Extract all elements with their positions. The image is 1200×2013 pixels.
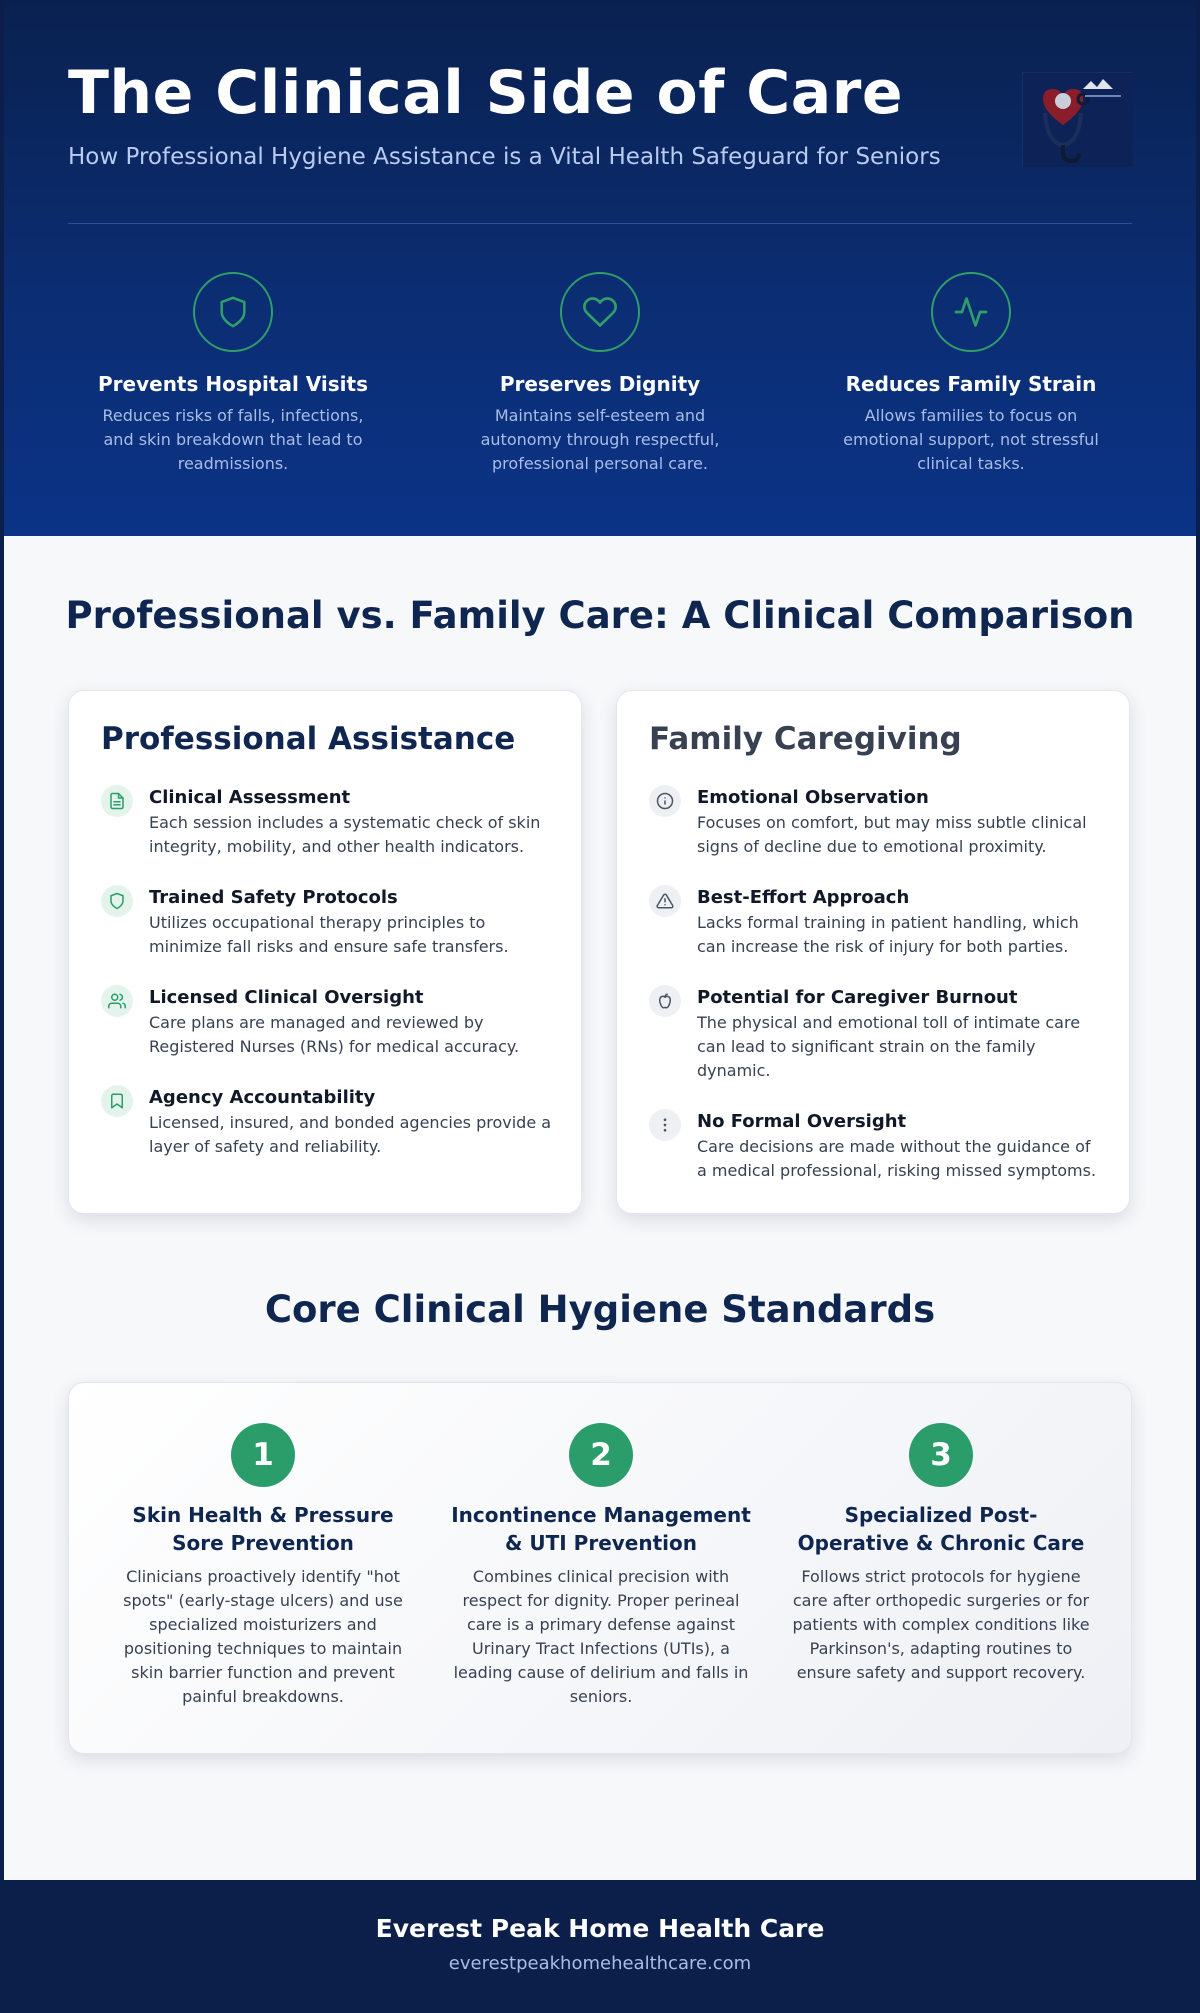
standard-text: Follows strict protocols for hygiene care after orthopedic surgeries or for patients with complex conditions like Parkinson's, adapting routines to ensure safety and support recovery. — [792, 1567, 1090, 1682]
professional-card — [68, 690, 582, 1214]
family-card — [616, 690, 1130, 1214]
step-number-badge: 2 — [569, 1423, 633, 1487]
feature-text: Reduces risks of falls, infections, and skin breakdown that lead to readmissions. — [102, 406, 364, 473]
list-item — [101, 885, 555, 959]
item-title: Potential for Caregiver Burnout — [697, 987, 1018, 1008]
family-heading: Family Caregiving — [649, 721, 962, 757]
comparison-title: Professional vs. Family Care: A Clinical Comparison — [65, 594, 1135, 637]
item-title: Clinical Assessment — [149, 787, 351, 808]
apple-icon — [649, 985, 681, 1017]
step-number-badge: 1 — [231, 1423, 295, 1487]
page-subtitle: How Professional Hygiene Assistance is a Vital Health Safeguard for Seniors — [68, 144, 941, 170]
standard-text: Clinicians proactively identify "hot spots" (early-stage ulcers) and use specialized moisturizers and positioning techniques to maintain skin barrier function and prevent painful breakdowns. — [123, 1567, 403, 1706]
item-text: Each session includes a systematic check of skin integrity, mobility, and other health indicators. — [149, 813, 541, 856]
shield-icon — [193, 272, 273, 352]
heart-icon — [560, 272, 640, 352]
list-item — [101, 1085, 555, 1159]
more-vertical-icon — [649, 1109, 681, 1141]
list-item — [649, 1109, 1103, 1183]
feature-prevents-hospital-visits — [73, 272, 393, 476]
standard-text: Combines clinical precision with respect for dignity. Proper perineal care is a primary defense against Urinary Tract Infections (UTIs), a leading cause of delirium and falls in seniors. — [453, 1567, 749, 1706]
item-title: No Formal Oversight — [697, 1111, 907, 1132]
item-text: Licensed, insured, and bonded agencies provide a layer of safety and reliability. — [149, 1113, 552, 1156]
standard-title: Specialized Post-Operative & Chronic Care — [797, 1503, 1085, 1555]
company-name: Everest Peak Home Health Care — [375, 1914, 825, 1943]
feature-title: Reduces Family Strain — [845, 372, 1097, 396]
item-text: Utilizes occupational therapy principles to minimize fall risks and ensure safe transfers. — [149, 913, 509, 956]
feature-title: Prevents Hospital Visits — [98, 372, 368, 396]
item-title: Licensed Clinical Oversight — [149, 987, 424, 1008]
standards-card — [68, 1382, 1132, 1754]
feature-title: Preserves Dignity — [499, 372, 701, 396]
list-item — [649, 785, 1103, 859]
item-text: Lacks formal training in patient handling, which can increase the risk of injury for both parties. — [697, 913, 1079, 956]
list-item — [101, 985, 555, 1059]
item-text: Care plans are managed and reviewed by Registered Nurses (RNs) for medical accuracy. — [149, 1013, 520, 1056]
item-title: Agency Accountability — [149, 1087, 376, 1108]
content-frame — [4, 0, 1196, 1880]
item-text: The physical and emotional toll of intimate care can lead to significant strain on the family dynamic. — [697, 1013, 1081, 1080]
item-title: Trained Safety Protocols — [149, 887, 398, 908]
page-title: The Clinical Side of Care — [68, 58, 904, 128]
standard-title: Incontinence Management & UTI Prevention — [451, 1503, 751, 1555]
standard-title: Skin Health & Pressure Sore Prevention — [132, 1503, 394, 1555]
hero-section — [4, 0, 1196, 536]
list-item — [101, 785, 555, 859]
company-logo — [1022, 72, 1132, 166]
document-icon — [101, 785, 133, 817]
item-title: Best-Effort Approach — [697, 887, 910, 908]
standard-skin-health — [113, 1423, 413, 1709]
hero-divider — [68, 223, 1132, 224]
users-icon — [101, 985, 133, 1017]
item-title: Emotional Observation — [697, 787, 929, 808]
info-icon — [649, 785, 681, 817]
feature-reduces-family-strain — [811, 272, 1131, 476]
item-text: Care decisions are made without the guidance of a medical professional, risking missed symptoms. — [697, 1137, 1097, 1180]
step-number-badge: 3 — [909, 1423, 973, 1487]
pulse-icon — [931, 272, 1011, 352]
footer — [0, 1880, 1200, 2013]
bookmark-icon — [101, 1085, 133, 1117]
standard-incontinence — [451, 1423, 751, 1709]
standard-post-operative — [791, 1423, 1091, 1685]
standards-title: Core Clinical Hygiene Standards — [264, 1288, 936, 1331]
item-text: Focuses on comfort, but may miss subtle clinical signs of decline due to emotional proximity. — [697, 813, 1087, 856]
list-item — [649, 985, 1103, 1083]
list-item — [649, 885, 1103, 959]
feature-text: Allows families to focus on emotional support, not stressful clinical tasks. — [843, 406, 1099, 473]
warning-icon — [649, 885, 681, 917]
feature-text: Maintains self-esteem and autonomy through respectful, professional personal care. — [480, 406, 720, 473]
feature-preserves-dignity — [440, 272, 760, 476]
company-website-link[interactable]: everestpeakhomehealthcare.com — [448, 1953, 752, 1974]
professional-heading: Professional Assistance — [101, 721, 516, 757]
shield-icon — [101, 885, 133, 917]
